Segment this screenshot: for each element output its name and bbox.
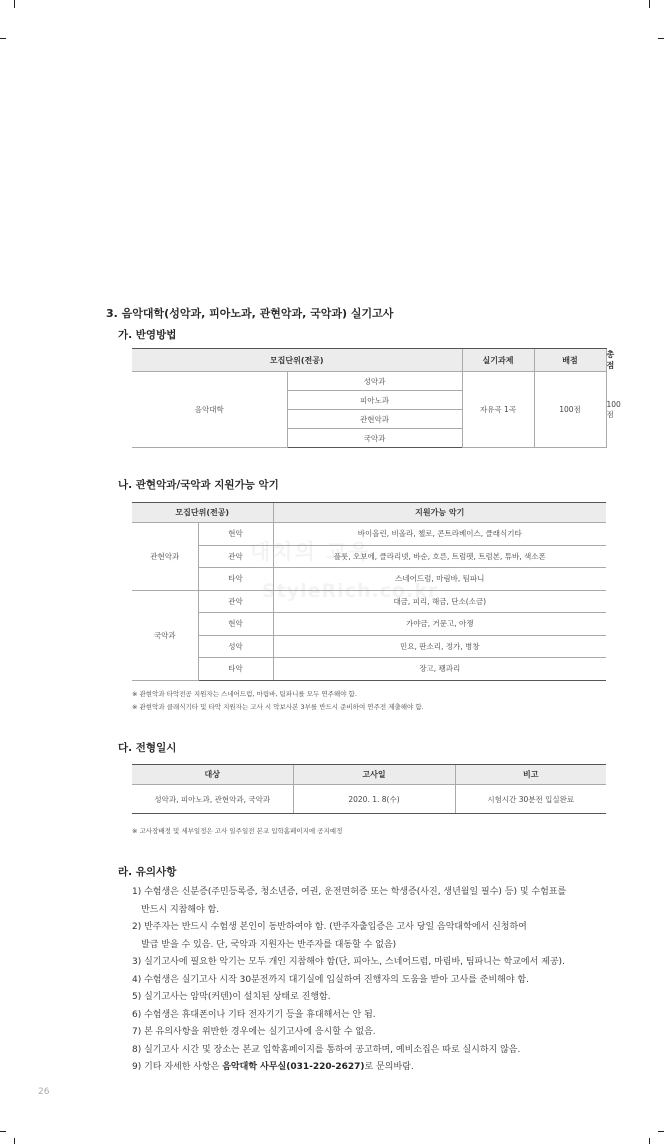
col-header-task: 실기과제: [462, 349, 534, 372]
list-item: [132, 989, 600, 1007]
list-item-continuation: 반드시 지참해야 함.: [141, 904, 220, 915]
cell-remark: 시험시간 30분전 입실완료: [455, 785, 606, 814]
table-header-row: 모집단위(전공) 실기과제 배점 총점: [132, 349, 606, 372]
crop-mark-bottom-left-v: [14, 1138, 15, 1144]
table-row: 음악대학 성악과 자유곡 1곡 100점 100점: [132, 372, 606, 391]
note-sheet-music: ※ 관현악과 클래식기타 및 타악 지원자는 고사 시 악보사본 3부를 반드시 준비하여 연주전 제출해야 함.: [132, 703, 424, 711]
subsection-title-schedule: 다. 전형일시: [118, 742, 177, 754]
list-item-text: 5) 실기고사는 암막(커텐)이 설치된 상태로 진행함.: [132, 992, 331, 1002]
cell-date: 2020. 1. 8(수): [293, 785, 455, 814]
list-item-prefix: 9) 기타 자세한 사항은: [132, 1062, 223, 1072]
col-header-score: 배점: [534, 349, 606, 372]
col-header-unit: 모집단위(전공): [132, 503, 273, 523]
crop-mark-top-left-v: [14, 0, 15, 8]
list-item: [132, 1007, 600, 1025]
cell-dept: 관현악과: [132, 523, 198, 591]
section-title: 3. 음악대학(성악과, 피아노과, 관현악과, 국악과) 실기고사: [106, 307, 394, 320]
crop-mark-top-right-h: [658, 38, 664, 39]
cell-task: 자유곡 1곡: [462, 372, 534, 448]
list-item-text: 1) 수험생은 신분증(주민등록증, 청소년증, 여권, 운전면허증 또는 학생증(사진, 생년월일 필수) 등) 및 수험표를: [132, 887, 567, 897]
note-percussion: ※ 관현악과 타악전공 지원자는 스네어드럼, 마림바, 팀파니를 모두 연주해야 함.: [132, 690, 357, 698]
list-item-text: 6) 수험생은 휴대폰이나 기타 전자기기 등을 휴대해서는 안 됨.: [132, 1009, 376, 1020]
list-item-suffix: 로 문의바람.: [364, 1062, 414, 1072]
cell-dept: 국악과: [287, 429, 462, 448]
table-row: [132, 658, 606, 681]
list-item-text: 7) 본 유의사항을 위반한 경우에는 실기고사에 응시할 수 없음.: [132, 1027, 376, 1037]
table-header-row: [132, 503, 606, 523]
cell-dept: 피아노과: [287, 391, 462, 410]
crop-mark-bottom-left-h: [0, 1131, 6, 1132]
cell-dept: 관현악과: [287, 410, 462, 429]
col-header-unit: 모집단위(전공): [132, 349, 462, 372]
table-method: [132, 348, 621, 448]
cell-instruments: 장고, 꽹과리: [273, 658, 606, 681]
note-schedule: ※ 고사장배정 및 세부일정은 고사 일주일전 본교 입학홈페이지에 공지예정: [132, 827, 343, 835]
list-item: [132, 1024, 600, 1042]
cell-type: 관악: [198, 545, 273, 568]
table-header-row: [132, 765, 606, 785]
page-number: 26: [38, 1087, 50, 1097]
cell-instruments: 민요, 판소리, 정가, 병창: [273, 635, 606, 658]
list-item-text: 2) 반주자는 반드시 수험생 본인이 동반하여야 함. (반주자출입증은 고사 당일 음악대학에서 신청하여: [132, 922, 527, 932]
list-item: [132, 884, 600, 919]
cell-type: 성악: [198, 635, 273, 658]
list-item: [132, 954, 600, 972]
table-row: [132, 785, 606, 814]
col-header-target: 대상: [132, 765, 293, 785]
cell-type: 현악: [198, 523, 273, 546]
crop-mark-top-right-v: [649, 0, 650, 8]
crop-mark-bottom-right-h: [658, 1131, 664, 1132]
cell-type: 관악: [198, 590, 273, 613]
watermark-logo-korean: 대치의 교육: [250, 540, 371, 564]
list-item: [132, 972, 600, 990]
cell-type: 타악: [198, 568, 273, 591]
cell-instruments: 스네어드럼, 마림바, 팀파니: [273, 568, 606, 591]
cell-type: 현악: [198, 613, 273, 636]
list-item-text: 8) 실기고사 시간 및 장소는 본교 입학홈페이지를 통하여 공고하며, 예비소집은 따로 실시하지 않음.: [132, 1044, 521, 1055]
table-row: [132, 635, 606, 658]
col-header-date: 고사일: [293, 765, 455, 785]
notice-list: [132, 884, 600, 1077]
list-item-continuation: 발급 받을 수 있음. 단, 국악과 지원자는 반주자를 대동할 수 없음): [141, 939, 397, 950]
list-item-text: 4) 수험생은 실기고사 시작 30분전까지 대기실에 입실하여 진행자의 도움을 받아 고사를 준비해야 함.: [132, 974, 529, 985]
table-schedule: [132, 764, 606, 814]
table-row: [132, 613, 606, 636]
cell-instruments: 바이올린, 비올라, 첼로, 콘트라베이스, 클래식기타: [273, 523, 606, 546]
list-item-text: 3) 실기고사에 필요한 악기는 모두 개인 지참해야 함(단, 피아노, 스네어드럼, 마림바, 팀파니는 학교에서 제공).: [132, 957, 565, 967]
cell-dept: 국악과: [132, 590, 198, 680]
subsection-title-notice: 라. 유의사항: [118, 866, 177, 878]
cell-college: 음악대학: [132, 372, 287, 448]
cell-instruments: 대금, 피리, 해금, 단소(소금): [273, 590, 606, 613]
watermark-logo-url: StyleRich.co.kr: [262, 580, 439, 602]
col-header-remark: 비고: [455, 765, 606, 785]
cell-score: 100점: [534, 372, 606, 448]
cell-instruments: 플룻, 오보에, 클라리넷, 바순, 호른, 트럼펫, 트럼본, 튜바, 색소폰: [273, 545, 606, 568]
cell-type: 타악: [198, 658, 273, 681]
cell-dept: 성악과: [287, 372, 462, 391]
crop-mark-bottom-right-v: [649, 1138, 650, 1144]
col-header-instruments: 지원가능 악기: [273, 503, 606, 523]
list-item: [132, 1042, 600, 1060]
cell-instruments: 가야금, 거문고, 아쟁: [273, 613, 606, 636]
crop-mark-top-left-h: [0, 38, 6, 39]
contact-office: 음악대학 사무실(031-220-2627): [222, 1062, 365, 1072]
subsection-title-method: 가. 반영방법: [118, 329, 177, 341]
subsection-title-instruments: 나. 관현악과/국악과 지원가능 악기: [118, 479, 279, 491]
list-item: [132, 1059, 600, 1077]
list-item: [132, 919, 600, 954]
cell-target: 성악과, 피아노과, 관현악과, 국악과: [132, 785, 293, 814]
